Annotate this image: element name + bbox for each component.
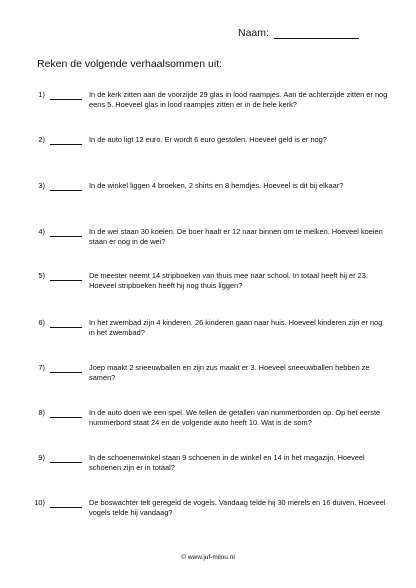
question-number: 10) bbox=[34, 498, 45, 507]
question-text: In de winkel liggen 4 broeken, 2 shirts en 8 hemdjes. Hoeveel is dit bij elkaar? bbox=[89, 181, 344, 190]
question-number: 2) bbox=[38, 135, 45, 144]
answer-blank bbox=[50, 417, 82, 418]
question-text: In de kerk zitten aan de voorzijde 29 glas in lood raampjes. Aan de achterzijde zitten er nog eens 5. Hoeveel glas in lood raampjes zitten er in de hele kerk? bbox=[89, 90, 388, 109]
footer-credit: © www.juf-milou.nl bbox=[181, 554, 235, 561]
question-text: In de auto doen we een spel. We tellen de getallen van nummerborden op. Op het eerste nummerbord staat 24 en de volgende auto heeft 10. Wat is de som? bbox=[89, 408, 381, 427]
answer-blank bbox=[50, 99, 82, 100]
answer-blank bbox=[50, 190, 82, 191]
question-number: 6) bbox=[38, 318, 45, 327]
question-text: In het zwembad zijn 4 kinderen. 26 kinderen gaan naar huis. Hoeveel kinderen zijn er nog in het zwembad? bbox=[89, 318, 383, 337]
question-number: 1) bbox=[38, 90, 45, 99]
answer-blank bbox=[50, 236, 82, 237]
question-number: 4) bbox=[38, 227, 45, 236]
question-text: De boswachter telt geregeld de vogels. Vandaag telde hij 30 merels en 16 duiven. Hoeveel vogels telde hij vandaag? bbox=[89, 498, 386, 517]
answer-blank bbox=[50, 327, 82, 328]
answer-blank bbox=[50, 462, 82, 463]
question-number: 5) bbox=[38, 271, 45, 280]
question-text: In de wei staan 30 koeien. De boer haalt er 12 naar binnen om te melken. Hoeveel koeien staan er nog in de wei? bbox=[89, 227, 383, 246]
question-text: De meester neemt 14 stripboeken van thuis mee naar school. In totaal heeft hij er 23. Hoeveel stripboeken heeft hij nog thuis liggen? bbox=[89, 271, 368, 290]
question-number: 9) bbox=[38, 453, 45, 462]
answer-blank bbox=[50, 144, 82, 145]
name-line bbox=[274, 28, 359, 39]
question-text: In de schoenenwinkel staan 9 schoenen in de winkel en 14 in het magazijn. Hoeveel schoenen zijn er in totaal? bbox=[89, 453, 365, 472]
question-text: In de auto ligt 12 euro. Er wordt 6 euro gestolen. Hoeveel geld is er nog? bbox=[89, 135, 327, 144]
answer-blank bbox=[50, 507, 82, 508]
question-number: 8) bbox=[38, 408, 45, 417]
instruction-text: Reken de volgende verhaalsommen uit: bbox=[37, 58, 223, 70]
name-label: Naam: bbox=[238, 27, 269, 39]
answer-blank bbox=[50, 280, 82, 281]
name-field bbox=[238, 27, 359, 39]
question-text: Joep maakt 2 sneeuwballen en zijn zus maakt er 3. Hoeveel sneeuwballen hebben ze samen? bbox=[89, 363, 370, 382]
question-number: 3) bbox=[38, 181, 45, 190]
question-number: 7) bbox=[38, 363, 45, 372]
answer-blank bbox=[50, 372, 82, 373]
